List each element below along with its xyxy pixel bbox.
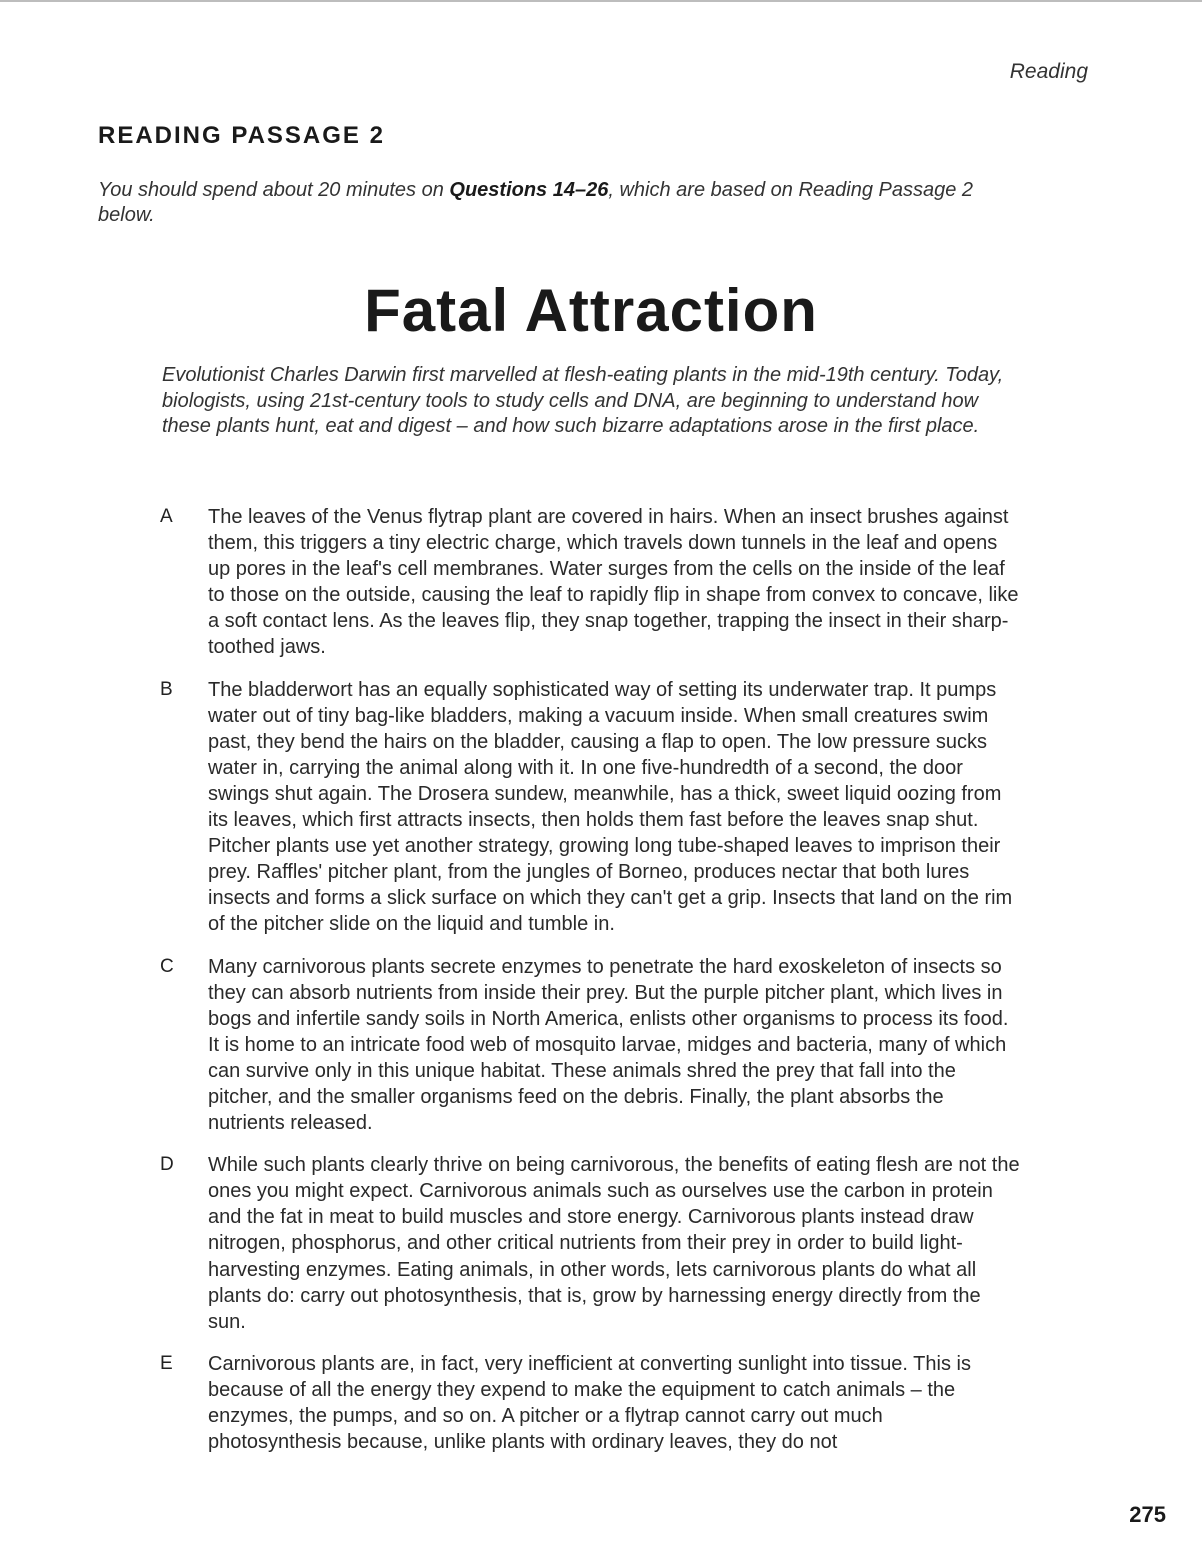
paragraph-letter: E [160, 1352, 173, 1374]
instruction-pre: You should spend about 20 minutes on [98, 179, 450, 201]
paragraph-text: Many carnivorous plants secrete enzymes to penetrate the hard exoskeleton of insects so they can absorb nutrients from inside their prey. But the purple pitcher plant, which lives in bogs and infertile sandy soils in North America, enlists other organisms to process its food. It is home to an intricate food web of mosquito larvae, midges and bacteria, many of which can survive only in this unique habitat. These animals shred the prey that fall into the pitcher, and the smaller organisms feed on the debris. Finally, the plant absorbs the nutrients released. [208, 955, 1009, 1135]
passage-title: Fatal Attraction [364, 277, 818, 344]
paragraph-letter: A [160, 506, 173, 527]
paragraph-c [160, 954, 1030, 1137]
paragraph-list [160, 504, 1030, 1471]
passage-label: READING PASSAGE 2 [98, 122, 385, 149]
paragraph-e [160, 1351, 1030, 1455]
instruction [98, 178, 978, 228]
passage-intro: Evolutionist Charles Darwin first marvelled at flesh-eating plants in the mid-19th century. Today, biologists, using 21st-century tools to study cells and DNA, are beginning to understand how these plants hunt, eat and digest – and how such bizarre adaptations arose in the first place. [162, 364, 1004, 437]
running-head: Reading [1009, 60, 1088, 83]
paragraph-letter: C [160, 955, 174, 977]
paragraph-b [160, 677, 1030, 938]
paragraph-text: The leaves of the Venus flytrap plant are covered in hairs. When an insect brushes against them, this triggers a tiny electric charge, which travels down tunnels in the leaf and opens up pores in the leaf's cell membranes. Water surges from the cells on the inside of the leaf to those on the outside, causing the leaf to rapidly flip in shape from convex to concave, like a soft contact lens. As the leaves flip, they snap together, trapping the insect in their sharp-toothed jaws. [208, 506, 1019, 659]
instruction-questions: Questions 14–26 [449, 179, 609, 201]
paragraph-letter: D [160, 1154, 174, 1176]
paragraph-letter: B [160, 678, 173, 700]
paragraph-text: Carnivorous plants are, in fact, very inefficient at converting sunlight into tissue. This is because of all the energy they expend to make the equipment to catch animals – the enzymes, the pumps, and so on. A pitcher or a flytrap cannot carry out much photosynthesis because, unlike plants with ordinary leaves, they do not [208, 1352, 971, 1454]
paragraph-text: The bladderwort has an equally sophisticated way of setting its underwater trap. It pumps water out of tiny bag-like bladders, making a vacuum inside. When small creatures swim past, they bend the hairs on the bladder, causing a flap to open. The low pressure sucks water in, carrying the animal along with it. In one five-hundredth of a second, the door swings shut again. The Drosera sundew, meanwhile, has a thick, sweet liquid oozing from its leaves, which first attracts insects, then holds them fast before the leaves snap shut. Pitcher plants use yet another strategy, growing long tube-shaped leaves to imprison their prey. Raffles' pitcher plant, from the jungles of Borneo, produces nectar that both lures insects and forms a slick surface on which they can't get a grip. Insects that land on the rim of the pitcher slide on the liquid and tumble in. [208, 678, 1013, 936]
page-number: 275 [1129, 1502, 1166, 1527]
paragraph-text: While such plants clearly thrive on being carnivorous, the benefits of eating flesh are not the ones you might expect. Carnivorous animals such as ourselves use the carbon in protein and the fat in meat to build muscles and store energy. Carnivorous plants instead draw nitrogen, phosphorus, and other critical nutrients from their prey in order to build light-harvesting enzymes. Eating animals, in other words, lets carnivorous plants do what all plants do: carry out photosynthesis, that is, grow by harnessing energy directly from the sun. [208, 1154, 1020, 1333]
instruction-post: , which are based on Reading Passage 2 below. [98, 179, 974, 226]
paragraph-d [160, 1152, 1030, 1335]
top-rule [0, 0, 1202, 2]
paragraph-a [160, 504, 1030, 661]
